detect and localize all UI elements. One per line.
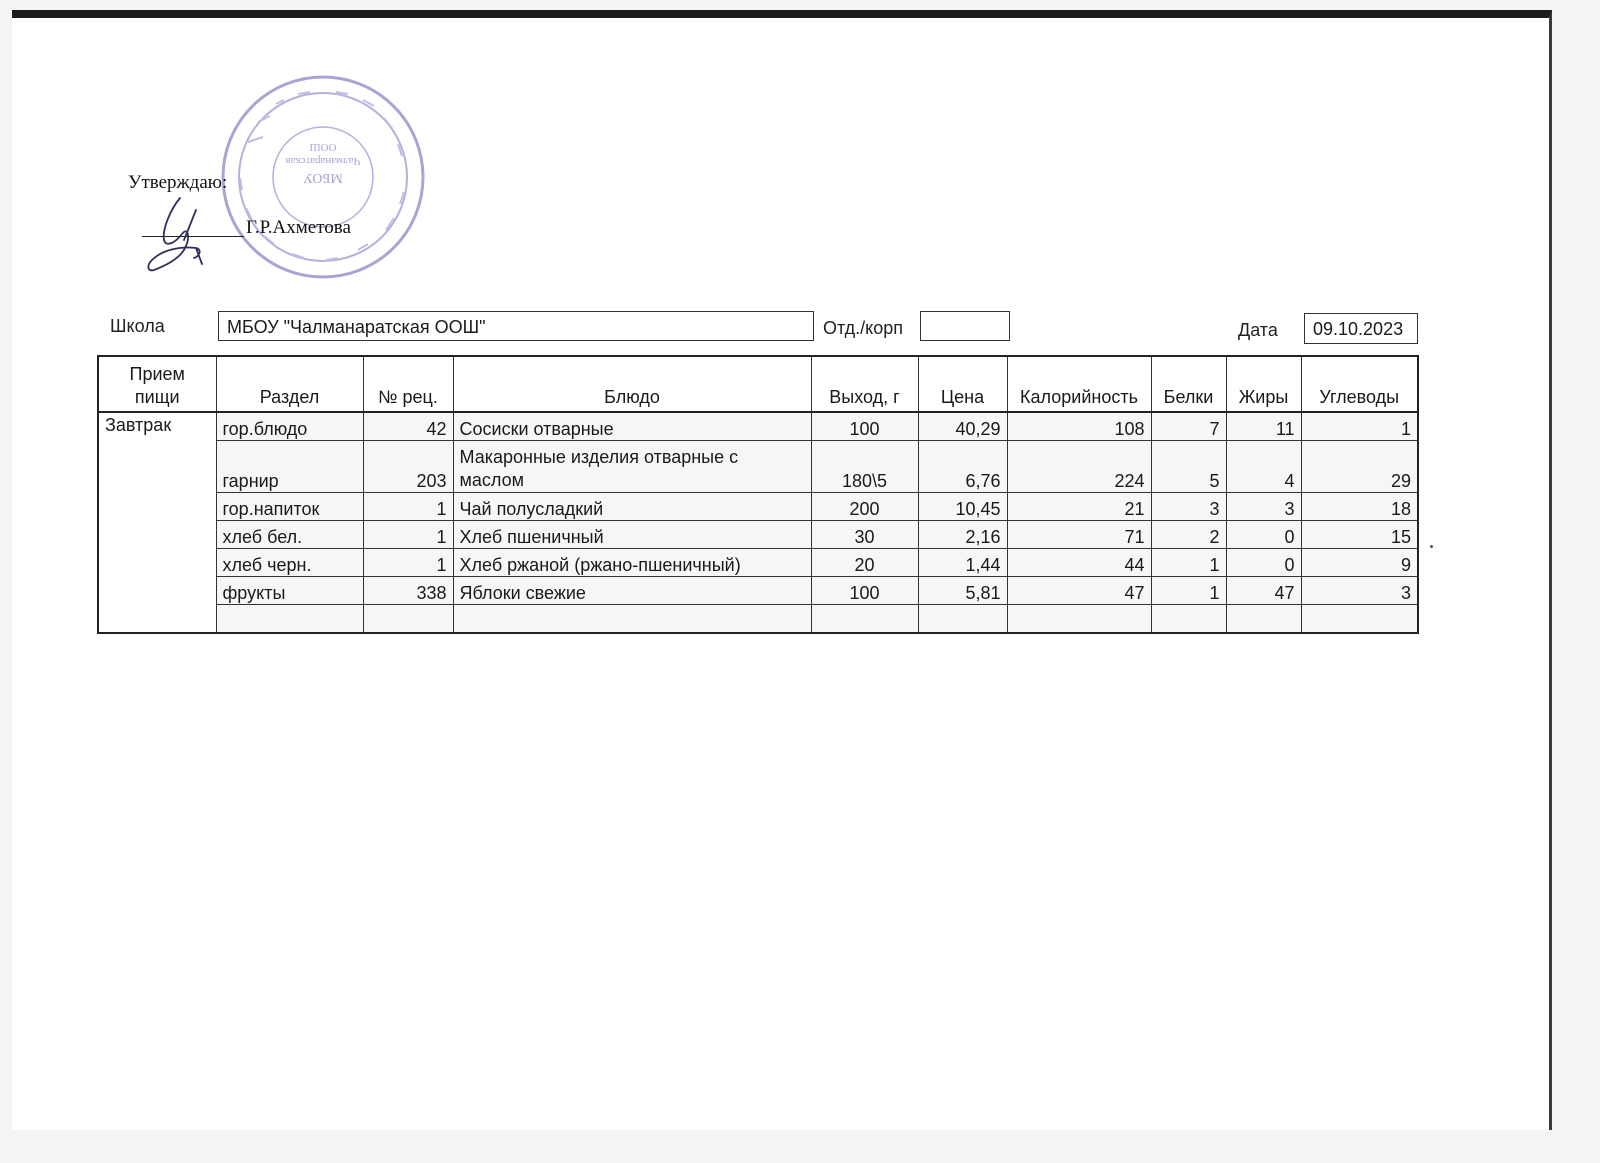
scan-speck (1430, 545, 1433, 548)
section-cell: гарнир (216, 441, 363, 493)
recipe-cell: 1 (363, 493, 453, 521)
recipe-cell: 203 (363, 441, 453, 493)
table-row (98, 549, 1418, 577)
protein-cell: 7 (1151, 412, 1226, 441)
school-field: МБОУ "Чалманаратская ООШ" (218, 311, 814, 341)
calories-cell: 224 (1007, 441, 1151, 493)
column-header: Раздел (216, 356, 363, 412)
recipe-cell (363, 605, 453, 634)
official-stamp-icon (218, 72, 428, 282)
table-header-row (98, 356, 1418, 412)
approve-label: Утверждаю: (128, 172, 228, 193)
protein-cell: 3 (1151, 493, 1226, 521)
yield-cell (811, 605, 918, 634)
section-cell (216, 605, 363, 634)
branch-field (920, 311, 1010, 341)
section-cell: гор.напиток (216, 493, 363, 521)
branch-label: Отд./корп (823, 318, 903, 338)
handwritten-signature-icon (140, 190, 220, 280)
school-label: Школа (110, 316, 165, 336)
price-cell (918, 605, 1007, 634)
recipe-cell: 1 (363, 521, 453, 549)
column-header: Выход, г (811, 356, 918, 412)
recipe-cell: 42 (363, 412, 453, 441)
table-row (98, 577, 1418, 605)
carbs-cell: 18 (1301, 493, 1418, 521)
carbs-cell (1301, 605, 1418, 634)
protein-cell (1151, 605, 1226, 634)
yield-cell: 20 (811, 549, 918, 577)
dish-cell (453, 605, 811, 634)
section-cell: гор.блюдо (216, 412, 363, 441)
menu-table (97, 355, 1419, 634)
column-header: Блюдо (453, 356, 811, 412)
column-header: Жиры (1226, 356, 1301, 412)
section-cell: хлеб черн. (216, 549, 363, 577)
column-header: Калорийность (1007, 356, 1151, 412)
calories-cell: 47 (1007, 577, 1151, 605)
fat-cell: 3 (1226, 493, 1301, 521)
calories-cell: 108 (1007, 412, 1151, 441)
fat-cell: 4 (1226, 441, 1301, 493)
section-cell: хлеб бел. (216, 521, 363, 549)
calories-cell: 21 (1007, 493, 1151, 521)
price-cell: 1,44 (918, 549, 1007, 577)
calories-cell (1007, 605, 1151, 634)
dish-cell: Хлеб ржаной (ржано-пшеничный) (453, 549, 811, 577)
column-header: Прием пищи (98, 356, 216, 412)
price-cell: 2,16 (918, 521, 1007, 549)
stamp-text-1: МБОУ (303, 170, 343, 185)
protein-cell: 5 (1151, 441, 1226, 493)
column-header: Белки (1151, 356, 1226, 412)
signer-name: Г.Р.Ахметова (246, 217, 351, 238)
column-header: № рец. (363, 356, 453, 412)
price-cell: 6,76 (918, 441, 1007, 493)
fat-cell: 47 (1226, 577, 1301, 605)
table-row (98, 412, 1418, 441)
dish-cell: Макаронные изделия отварные с маслом (453, 441, 811, 493)
table-row (98, 521, 1418, 549)
yield-cell: 100 (811, 577, 918, 605)
dish-cell: Сосиски отварные (453, 412, 811, 441)
section-cell: фрукты (216, 577, 363, 605)
stamp-text-2: Чалманаратская (285, 155, 361, 167)
table-row (98, 605, 1418, 634)
carbs-cell: 1 (1301, 412, 1418, 441)
recipe-cell: 1 (363, 549, 453, 577)
dish-cell: Хлеб пшеничный (453, 521, 811, 549)
carbs-cell: 29 (1301, 441, 1418, 493)
meal-cell: Завтрак (98, 412, 216, 633)
dish-cell: Чай полусладкий (453, 493, 811, 521)
protein-cell: 1 (1151, 577, 1226, 605)
carbs-cell: 9 (1301, 549, 1418, 577)
column-header: Углеводы (1301, 356, 1418, 412)
yield-cell: 100 (811, 412, 918, 441)
price-cell: 40,29 (918, 412, 1007, 441)
protein-cell: 2 (1151, 521, 1226, 549)
stamp-text-3: ООШ (309, 141, 337, 153)
fat-cell: 0 (1226, 549, 1301, 577)
carbs-cell: 3 (1301, 577, 1418, 605)
table-row (98, 441, 1418, 493)
date-label: Дата (1238, 320, 1278, 340)
fat-cell (1226, 605, 1301, 634)
price-cell: 10,45 (918, 493, 1007, 521)
fat-cell: 11 (1226, 412, 1301, 441)
table-row (98, 493, 1418, 521)
date-field: 09.10.2023 (1304, 313, 1418, 344)
calories-cell: 44 (1007, 549, 1151, 577)
yield-cell: 200 (811, 493, 918, 521)
price-cell: 5,81 (918, 577, 1007, 605)
protein-cell: 1 (1151, 549, 1226, 577)
recipe-cell: 338 (363, 577, 453, 605)
calories-cell: 71 (1007, 521, 1151, 549)
carbs-cell: 15 (1301, 521, 1418, 549)
yield-cell: 30 (811, 521, 918, 549)
yield-cell: 180\5 (811, 441, 918, 493)
column-header: Цена (918, 356, 1007, 412)
dish-cell: Яблоки свежие (453, 577, 811, 605)
fat-cell: 0 (1226, 521, 1301, 549)
